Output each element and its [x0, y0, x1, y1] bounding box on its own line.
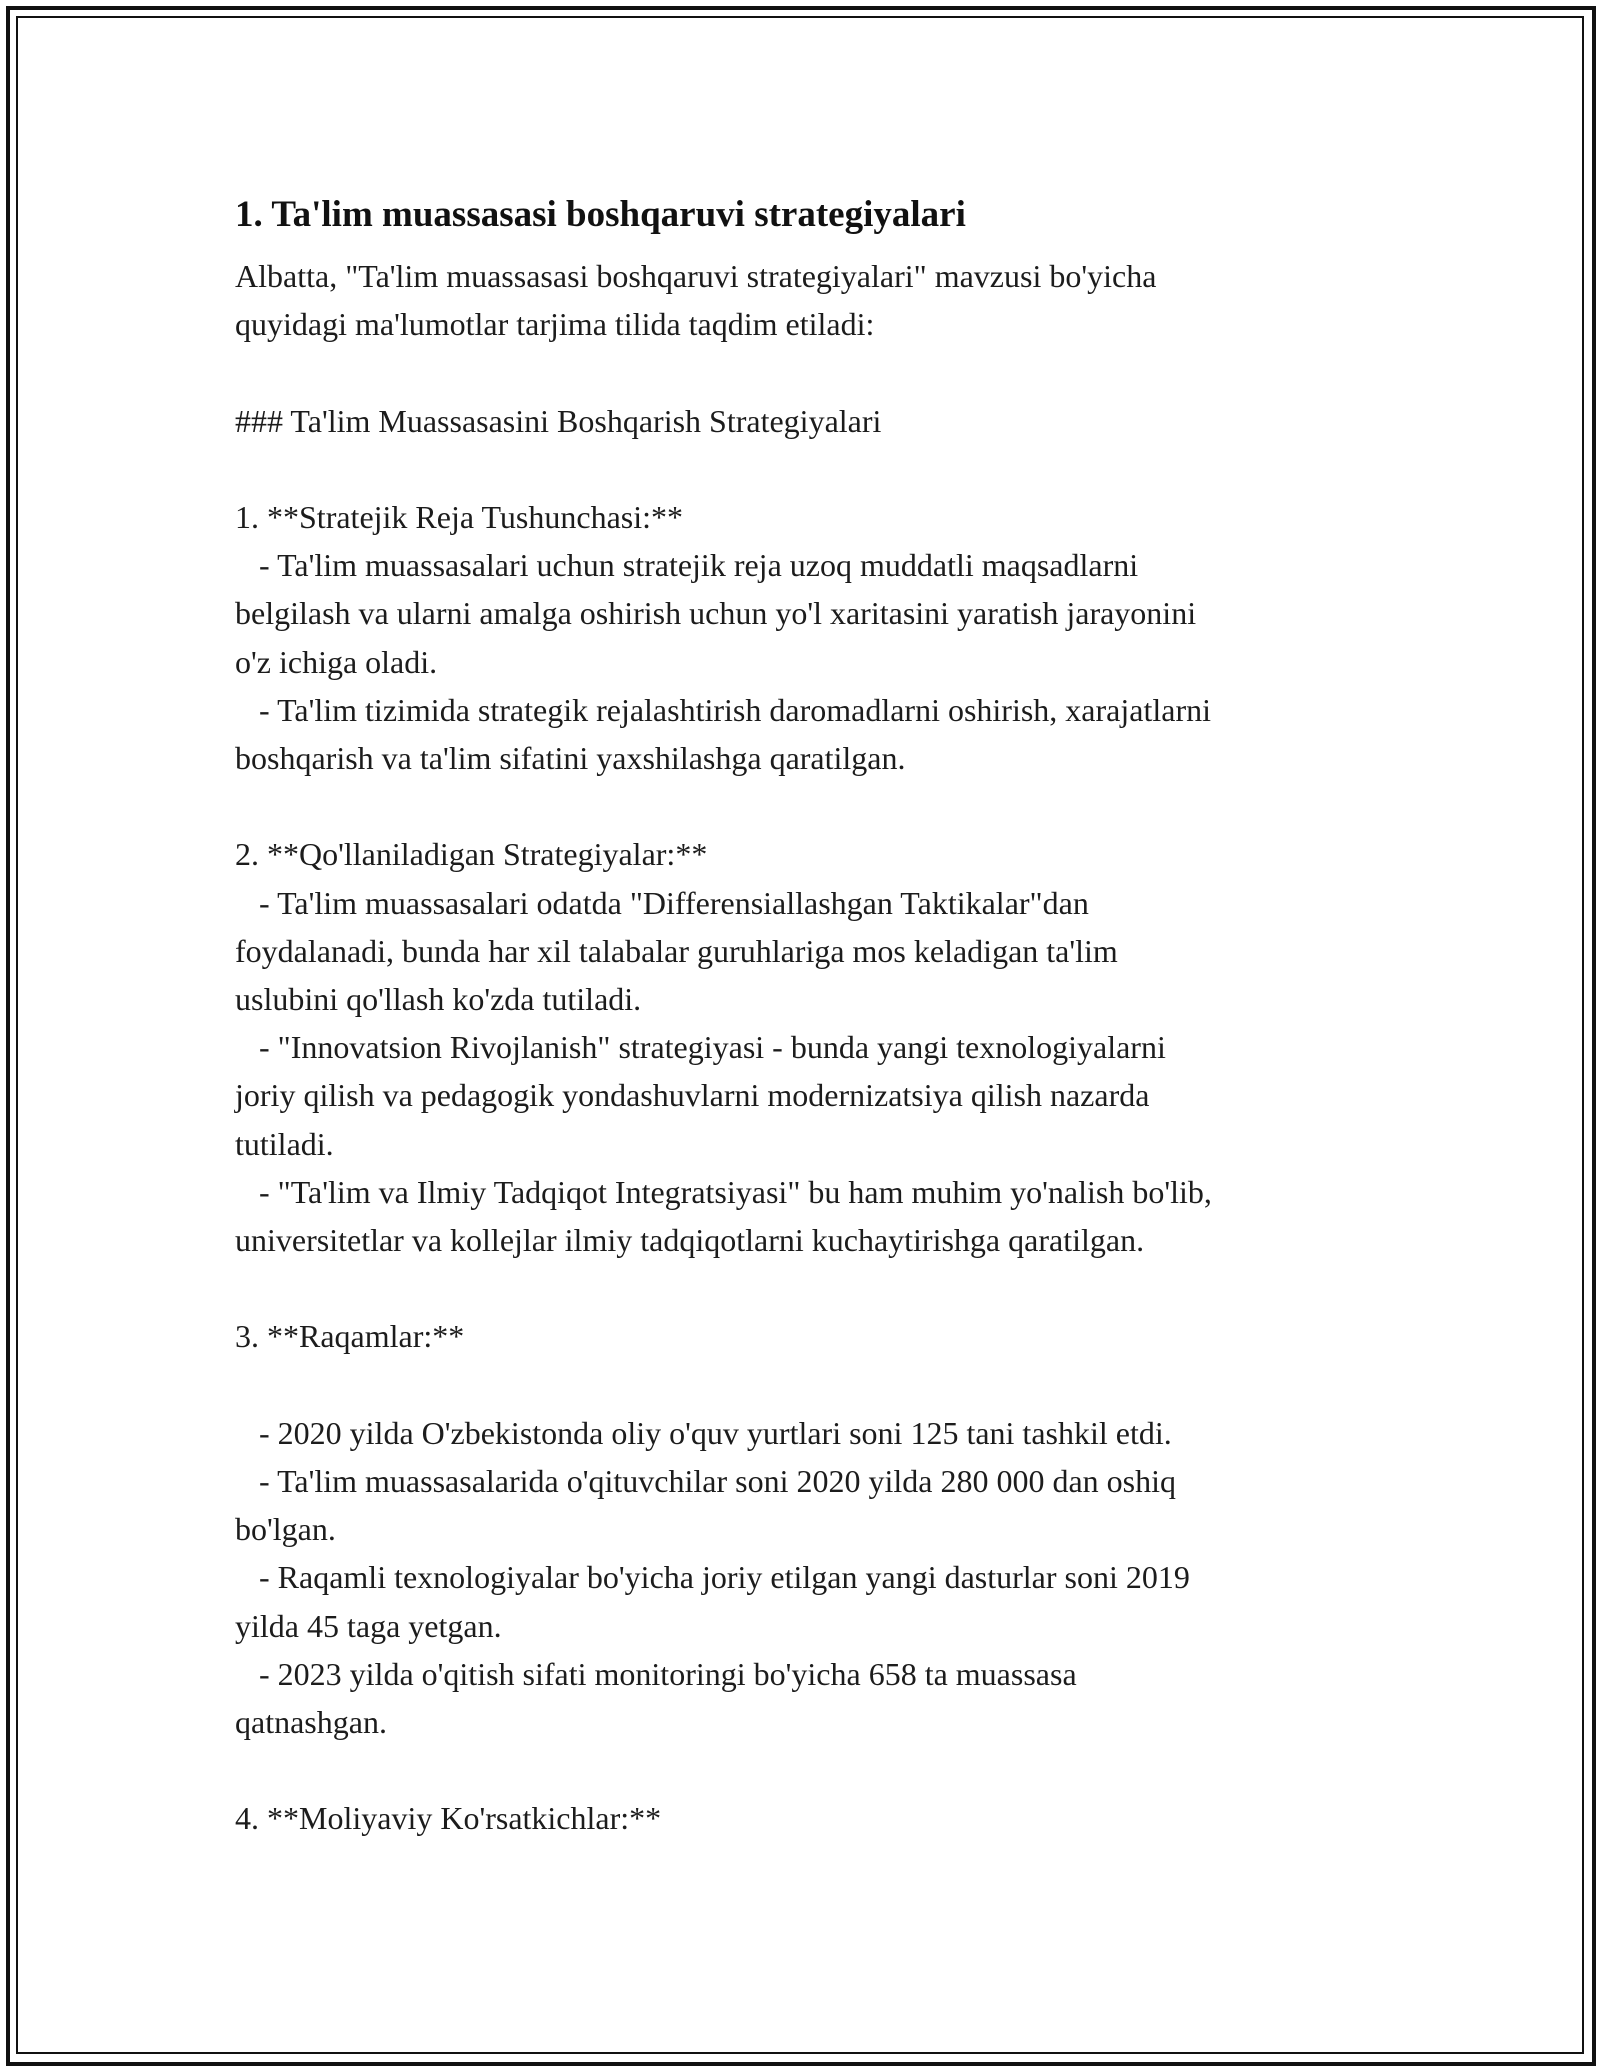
body-line: Albatta, "Ta'lim muassasasi boshqaruvi strategiyalari" mavzusi bo'yicha	[235, 258, 1157, 294]
body-line: tutiladi.	[235, 1125, 334, 1162]
body-line: 4. **Moliyaviy Ko'rsatkichlar:**	[235, 1800, 662, 1837]
body-line	[235, 1746, 1385, 1794]
body-line: quyidagi ma'lumotlar tarjima tilida taqdim etiladi:	[235, 306, 875, 343]
body-line: yilda 45 taga yetgan.	[235, 1607, 502, 1644]
body-line	[235, 445, 1385, 493]
body-line: 3. **Raqamlar:**	[235, 1318, 465, 1355]
body-line: - 2020 yilda O'zbekistonda oliy o'quv yurtlari soni 125 tani tashkil etdi.	[235, 1414, 1172, 1451]
body-line	[235, 348, 1385, 396]
body-line: - Raqamli texnologiyalar bo'yicha joriy etilgan yangi dasturlar soni 2019	[235, 1559, 1190, 1596]
body-line: - Ta'lim muassasalari uchun stratejik reja uzoq muddatli maqsadlarni	[235, 547, 1139, 584]
body-line: - "Ta'lim va Ilmiy Tadqiqot Integratsiyasi" bu ham muhim yo'nalish bo'lib,	[235, 1173, 1212, 1210]
body-line: boshqarish va ta'lim sifatini yaxshilashga qaratilgan.	[235, 740, 906, 776]
body-line: - "Innovatsion Rivojlanish" strategiyasi - bunda yangi texnologiyalarni	[235, 1029, 1166, 1066]
body-line	[235, 1264, 1385, 1312]
body-line: ### Ta'lim Muassasasini Boshqarish Strategiyalari	[235, 402, 882, 439]
body-line: - Ta'lim muassasalari odatda "Differensiallashgan Taktikalar"dan	[235, 884, 1089, 921]
body-line: 2. **Qo'llaniladigan Strategiyalar:**	[235, 836, 708, 873]
body-line: o'z ichiga oladi.	[235, 643, 438, 680]
body-line	[235, 782, 1385, 830]
body-line: universitetlar va kollejlar ilmiy tadqiqotlarni kuchaytirishga qaratilgan.	[235, 1222, 1145, 1259]
body-line: belgilash va ularni amalga oshirish uchun yo'l xaritasini yaratish jarayonini	[235, 595, 1197, 632]
document-page	[235, 184, 1385, 1843]
body-line: 1. **Stratejik Reja Tushunchasi:**	[235, 498, 683, 535]
body-line: uslubini qo'llash ko'zda tutiladi.	[235, 981, 642, 1017]
document-body	[235, 252, 1385, 1843]
body-line	[235, 1361, 1385, 1409]
body-line: qatnashgan.	[235, 1704, 387, 1741]
body-line: - Ta'lim muassasalarida o'qituvchilar soni 2020 yilda 280 000 dan oshiq	[235, 1463, 1176, 1499]
body-line: joriy qilish va pedagogik yondashuvlarni modernizatsiya qilish nazarda	[235, 1077, 1150, 1114]
body-line: - Ta'lim tizimida strategik rejalashtirish daromadlarni oshirish, xarajatlarni	[235, 691, 1211, 728]
body-line: - 2023 yilda o'qitish sifati monitoringi bo'yicha 658 ta muassasa	[235, 1655, 1077, 1692]
body-line: bo'lgan.	[235, 1511, 336, 1548]
body-line: foydalanadi, bunda har xil talabalar guruhlariga mos keladigan ta'lim	[235, 932, 1118, 969]
document-title: 1. Ta'lim muassasasi boshqaruvi strategiyalari	[235, 194, 966, 235]
